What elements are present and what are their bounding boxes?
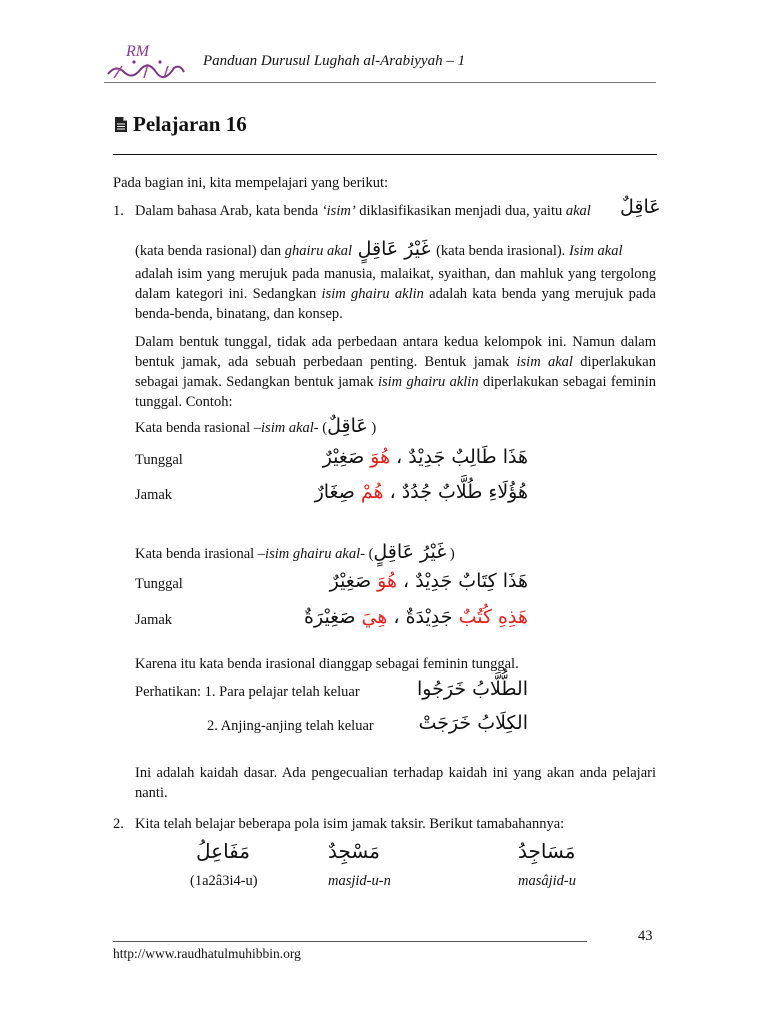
header-title: Panduan Durusul Lughah al-Arabiyyah – 1 <box>203 53 466 69</box>
document-icon <box>113 116 129 133</box>
arabic-ghairu-aqil: غَيْرُ عَاقِلٍ <box>357 238 431 260</box>
title-divider <box>113 154 657 155</box>
example1-tunggal: هَذَا طَالِبٌ جَدِيْدٌ ، هُوَ صَغِيْرٌ <box>322 446 528 468</box>
item1-line1: Dalam bahasa Arab, kata benda ‘isim’ diklasifikasikan menjadi dua, yaitu akal <box>135 203 591 219</box>
example2-tunggal: هَذَا كِتَابٌ جَدِيْدٌ ، هُوَ صَغِيْرٌ <box>329 570 528 592</box>
item1-paragraph-2: Dalam bentuk tunggal, tidak ada perbedaan antara kedua kelompok ini. Namun dalam bentuk jamak, ada sebuah perbedaan penting. Bentuk jamak isim akal diperlakukan sebagai jamak. Sedangkan bentuk jamak isim ghairu aklin diperlakukan sebagai feminin tunggal. Contoh: <box>135 334 656 410</box>
perhatikan-1-arabic: الطُّلَّابُ خَرَجُوا <box>417 678 528 700</box>
perhatikan-1: Perhatikan: 1. Para pelajar telah keluar <box>135 684 360 700</box>
perhatikan-2: 2. Anjing-anjing telah keluar <box>207 718 374 734</box>
pattern-1-arabic: مَفَاعِلُ <box>196 839 251 863</box>
item1-paragraph-1: adalah isim yang merujuk pada manusia, malaikat, syaithan, dan mahluk yang tergolong dalam kategori ini. Sedangkan isim ghairu aklin adalah kata benda yang merujuk pada benda-benda, binatang, dan konsep. <box>135 266 656 322</box>
item2-text: Kita telah belajar beberapa pola isim jamak taksir. Berikut tamabahannya: <box>135 816 565 832</box>
pattern-1-latin: (1a2â3i4-u) <box>190 873 258 889</box>
karena-text: Karena itu kata benda irasional dianggap sebagai feminin tunggal. <box>135 656 519 672</box>
pattern-2-latin: masjid-u-n <box>328 873 391 889</box>
page-number: 43 <box>638 928 653 944</box>
rasional-label: Kata benda rasional –isim akal- (عَاقِلٌ ) <box>135 415 377 437</box>
svg-text:RM: RM <box>126 43 150 60</box>
irasional-label: Kata benda irasional –isim ghairu akal- (غَيْرُ عَاقِلٍ ) <box>135 541 455 563</box>
example2-jamak: هَذِهِ كُتُبٌ جَدِيْدَةٌ ، هِيَ صَغِيْرَةٌ <box>304 606 528 628</box>
jamak-label-1: Jamak <box>135 487 173 503</box>
footer-divider <box>113 941 587 942</box>
arabic-aqil: عَاقِلٌ <box>620 196 661 218</box>
example1-jamak: هُؤُلَاءِ طُلَّابٌ جُدُدٌ ، هُمْ صِغَارٌ <box>314 481 528 503</box>
logo <box>104 38 186 82</box>
tunggal-label-1: Tunggal <box>135 452 183 468</box>
lesson-heading <box>113 112 247 137</box>
list-number-2: 2. <box>113 816 124 832</box>
pattern-3-arabic: مَسَاجِدُ <box>518 839 576 863</box>
item1-line2: (kata benda rasional) dan ghairu akal غَيْرُ عَاقِلٍ (kata benda irasional). Isim akal <box>135 238 623 260</box>
kaidah-text: Ini adalah kaidah dasar. Ada pengecualian terhadap kaidah ini yang akan anda pelajari nanti. <box>135 765 656 801</box>
tunggal-label-2: Tunggal <box>135 576 183 592</box>
list-number-1: 1. <box>113 203 124 219</box>
intro-text: Pada bagian ini, kita mempelajari yang berikut: <box>113 175 389 191</box>
perhatikan-2-arabic: الكِلَابُ خَرَجَتْ <box>418 712 528 734</box>
header-divider <box>104 82 656 83</box>
pattern-3-latin: masâjid-u <box>518 873 576 889</box>
pattern-2-arabic: مَسْجِدٌ <box>328 839 380 863</box>
jamak-label-2: Jamak <box>135 612 173 628</box>
footer-url[interactable]: http://www.raudhatulmuhibbin.org <box>113 946 301 961</box>
page-title: Pelajaran 16 <box>133 112 247 136</box>
logo-calligraphy-icon <box>104 38 186 82</box>
